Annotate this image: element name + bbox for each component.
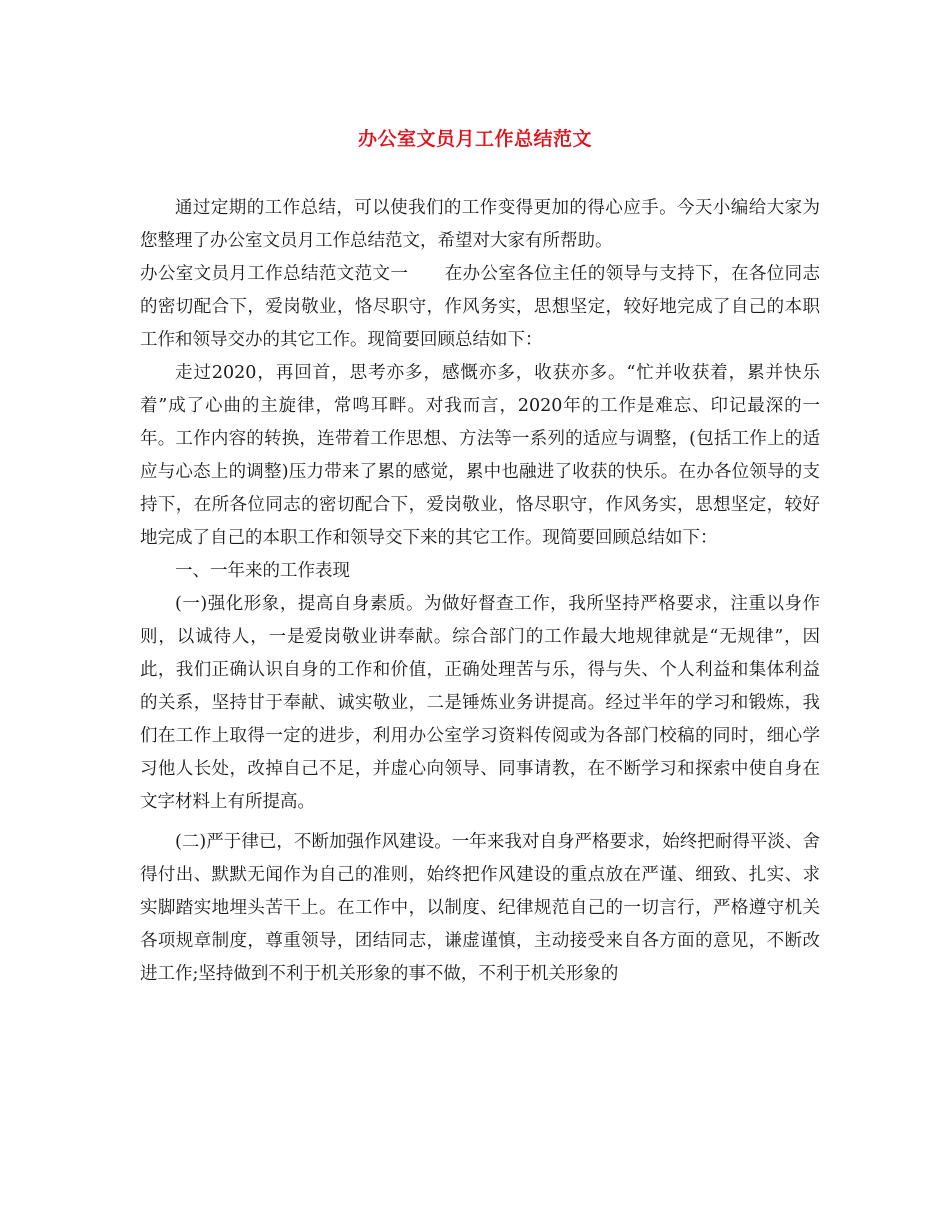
section-label: 办公室文员月工作总结范文范文一	[140, 264, 409, 284]
review-paragraph: 走过2020，再回首，思考亦多，感慨亦多，收获亦多。“忙并收获着，累并快乐着”成了心曲的主旋律，常鸣耳畔。对我而言，2020年的工作是难忘、印记最深的一年。工作内容的转换，连带着工作思想、方法等一系列的适应与调整，(包括工作上的适应与心态上的调整)压力带来了累的感觉，累中也融进了收获的快乐。在办各位领导的支持下，在所各位同志的密切配合下，爱岗敬业，恪尽职守，作风务实，思想坚定，较好地完成了自己的本职工作和领导交下来的其它工作。现简要回顾总结如下：	[140, 363, 820, 548]
document-body	[140, 192, 820, 991]
section-paragraph	[140, 258, 820, 357]
paragraph-2: (二)严于律已，不断加强作风建设。一年来我对自身严格要求，始终把耐得平淡、舍得付出、默默无闻作为自己的准则，始终把作风建设的重点放在严谨、细致、扎实、求实脚踏实地埋头苦干上。在工作中，以制度、纪律规范自己的一切言行，严格遵守机关各项规章制度，尊重领导，团结同志，谦虚谨慎，主动接受来自各方面的意见，不断改进工作;坚持做到不利于机关形象的事不做，不利于机关形象的	[140, 832, 820, 984]
section-heading-1: 一、一年来的工作表现	[175, 561, 350, 581]
paragraph-1: (一)强化形象，提高自身素质。为做好督查工作，我所坚持严格要求，注重以身作则，以诚待人，一是爱岗敬业讲奉献。综合部门的工作最大地规律就是“无规律”，因此，我们正确认识自身的工作和价值，正确处理苦与乐，得与失、个人利益和集体利益的关系，坚持甘于奉献、诚实敬业，二是锤炼业务讲提高。经过半年的学习和锻炼，我们在工作上取得一定的进步，利用办公室学习资料传阅或为各部门校稿的同时，细心学习他人长处，改掉自己不足，并虚心向领导、同事请教，在不断学习和探索中使自身在文字材料上有所提高。	[140, 594, 820, 812]
intro-paragraph: 通过定期的工作总结，可以使我们的工作变得更加的得心应手。今天小编给大家为您整理了办公室文员月工作总结范文，希望对大家有所帮助。	[140, 198, 820, 251]
document-title: 办公室文员月工作总结范文	[357, 128, 592, 150]
section-text: 在办公室各位主任的领导与支持下，在各位同志的密切配合下，爱岗敬业，恪尽职守，作风务实，思想坚定，较好地完成了自己的本职工作和领导交办的其它工作。现简要回顾总结如下：	[140, 264, 821, 350]
